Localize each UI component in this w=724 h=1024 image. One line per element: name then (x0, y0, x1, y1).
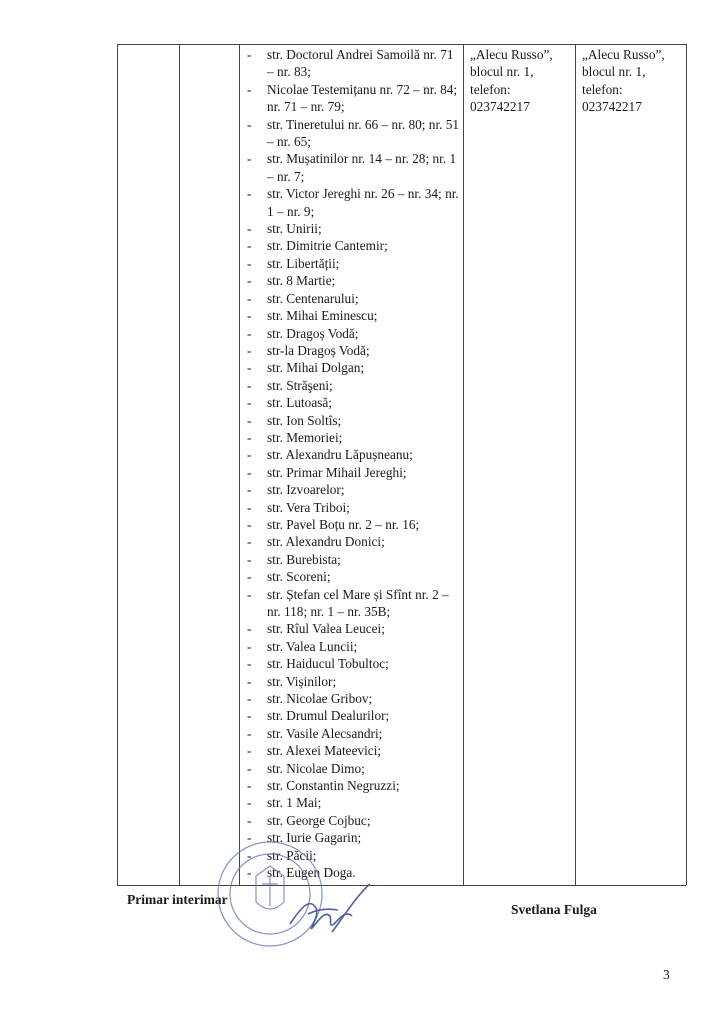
location-line: „Alecu Russo”, (582, 47, 665, 62)
street-item: - str. Mușatinilor nr. 14 – nr. 28; nr. 1 – nr. 7; (240, 150, 462, 185)
street-item: - str. Mihai Eminescu; (240, 307, 462, 324)
signatory-title: Primar interimar (127, 892, 228, 907)
street-item: - str. Eugen Doga. (240, 864, 462, 881)
street-item: - str. Libertății; (240, 255, 462, 272)
street-item: - str. Drumul Dealurilor; (240, 707, 462, 724)
street-item: - Nicolae Testemițanu nr. 72 – nr. 84; nr. 71 – nr. 79; (240, 81, 462, 116)
street-item: - str. Ștefan cel Mare și Sfînt nr. 2 – nr. 118; nr. 1 – nr. 35B; (240, 586, 462, 621)
street-item: - str. Constantin Negruzzi; (240, 777, 462, 794)
street-item: - str. Dimitrie Cantemir; (240, 237, 462, 254)
location-line: telefon: (582, 81, 623, 97)
location-line: 023742217 (582, 99, 642, 115)
street-item: - str. Lutoasă; (240, 394, 462, 411)
street-item: - str. Dragoș Vodă; (240, 325, 462, 342)
location-line: blocul nr. 1, (582, 64, 646, 80)
street-item: - str. Vasile Alecsandri; (240, 725, 462, 742)
street-item: - str. Memoriei; (240, 429, 462, 446)
street-item: - str. Izvoarelor; (240, 481, 462, 498)
street-item: - str. Nicolae Gribov; (240, 690, 462, 707)
table-col-line (686, 44, 687, 885)
street-item: - str. Scoreni; (240, 568, 462, 585)
street-item: - str. Alexei Mateevici; (240, 742, 462, 759)
street-item: - str. Valea Luncii; (240, 638, 462, 655)
signatory-name: Svetlana Fulga (511, 902, 597, 917)
location-line: blocul nr. 1, (470, 64, 534, 80)
street-item: - str. Alexandru Lăpușneanu; (240, 446, 462, 463)
street-item: - str. 1 Mai; (240, 794, 462, 811)
street-item: - str. George Cojbuc; (240, 812, 462, 829)
location-line: telefon: (470, 81, 511, 97)
street-item: - str. Vișinilor; (240, 673, 462, 690)
street-item: - str. Alexandru Donici; (240, 533, 462, 550)
location-line: 023742217 (470, 99, 530, 115)
street-list (240, 46, 462, 882)
street-item: - str. Nicolae Dimo; (240, 760, 462, 777)
street-item: - str. Victor Jereghi nr. 26 – nr. 34; nr. 1 – nr. 9; (240, 185, 462, 220)
street-item: - str. Păcii; (240, 847, 462, 864)
street-item: - str. Mihai Dolgan; (240, 359, 462, 376)
street-item: - str. Primar Mihail Jereghi; (240, 464, 462, 481)
handwritten-signature-icon (290, 884, 370, 932)
table-top-border (117, 44, 686, 45)
street-item: - str. Unirii; (240, 220, 462, 237)
location-line: „Alecu Russo”, (470, 47, 553, 62)
table-col-line (179, 44, 180, 885)
table-col-line (575, 44, 576, 885)
street-item: - str. Pavel Boțu nr. 2 – nr. 16; (240, 516, 462, 533)
street-item: - str. Străşeni; (240, 377, 462, 394)
street-item: - str. Tineretului nr. 66 – nr. 80; nr. 51 – nr. 65; (240, 116, 462, 151)
page-number: 3 (663, 967, 670, 982)
table-col-line (117, 44, 118, 885)
street-item: - str. 8 Martie; (240, 272, 462, 289)
street-item: - str. Haiducul Tobultoc; (240, 655, 462, 672)
table-col-line (463, 44, 464, 885)
street-item: - str. Rîul Valea Leucei; (240, 620, 462, 637)
street-item: - str. Ion Soltîs; (240, 412, 462, 429)
street-item: - str-la Dragoș Vodă; (240, 342, 462, 359)
street-item: - str. Iurie Gagarin; (240, 829, 462, 846)
location-cell (582, 46, 686, 116)
street-item: - str. Burebista; (240, 551, 462, 568)
table-bottom-border (117, 885, 686, 886)
street-item: - str. Doctorul Andrei Samoilă nr. 71 – nr. 83; (240, 46, 462, 81)
street-item: - str. Vera Triboi; (240, 499, 462, 516)
location-cell (470, 46, 574, 116)
street-item: - str. Centenarului; (240, 290, 462, 307)
